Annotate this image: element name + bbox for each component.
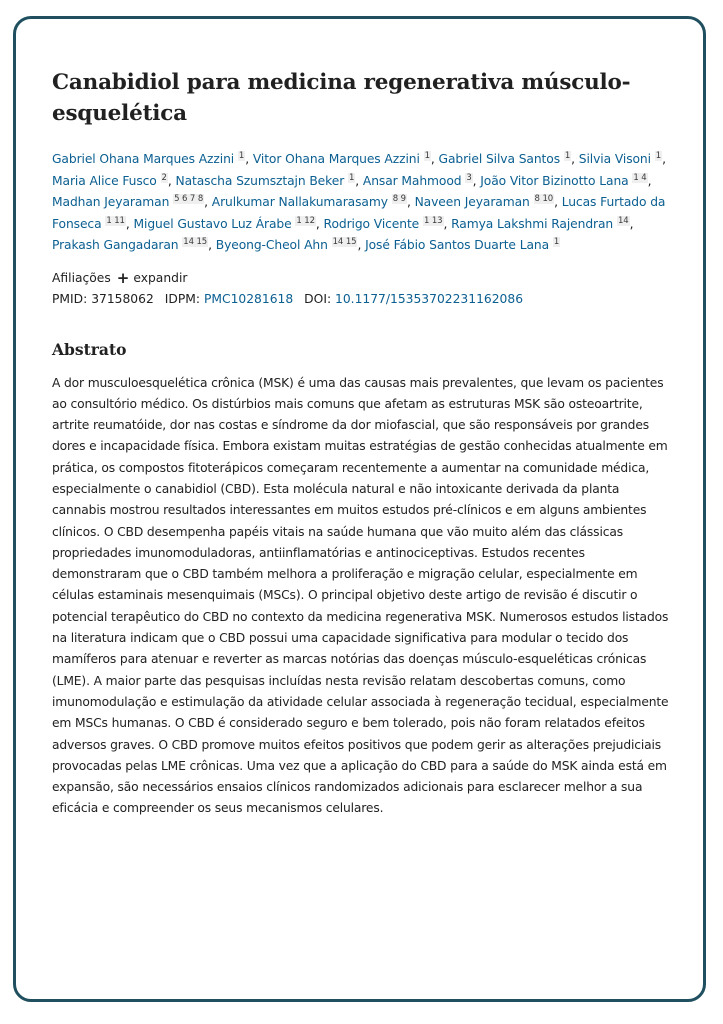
abstract-text: A dor musculoesquelética crônica (MSK) é uma das causas mais prevalentes, que levam os pacientes ao consultório médico. Os distúrbios mais comuns que afetam as estruturas MSK são osteoartrite, artrite reumatóide, dor nas costas e síndrome da dor miofascial, que são responsáveis por grandes dores e incapacidade física. Embora existam muitas estratégias de gestão conhecidas atualmente em prática, os compostos fitoterápicos começaram recentemente a aumentar na comunidade médica, especialmente o canabidiol (CBD). Esta molécula natural e não intoxicante derivada da planta cannabis mostrou resultados interessantes em muitos estudos pré-clínicos e em alguns ambientes clínicos. O CBD desempenha papéis vitais na saúde humana que vão muito além das clássicas propriedades imunomoduladoras, antiinflamatórias e antinociceptivas. Estudos recentes demonstraram que o CBD também melhora a proliferação e migração celular, especialmente em células estaminais mesenquimais (MSCs). O principal objetivo deste artigo de revisão é discutir o potencial terapêutico do CBD no contexto da medicina regenerativa MSK. Numerosos estudos listados na literatura indicam que o CBD possui uma capacidade significativa para modular o tecido dos mamíferos para atenuar e reverter as marcas notórias das doenças músculo-esqueléticas crónicas (LME). A maior parte das pesquisas incluídas nesta revisão relatam descobertas comuns, como imunomodulação e estimulação da atividade celular associada à regeneração tecidual, especialmente em MSCs humanas. O CBD é considerado seguro e bem tolerado, pois não foram relatados efeitos adversos graves. O CBD promove muitos efeitos positivos que podem gerir as alterações prejudiciais provocadas pelas LME crônicas. Uma vez que a aplicação do CBD para a saúde do MSK ainda está em expansão, são necessários ensaios clínicos randomizados adicionais para esclarecer melhor a sua eficácia e compreender os seus mecanismos celulares. [52, 375, 669, 816]
author-link[interactable]: Arulkumar Nallakumarasamy [211, 195, 388, 209]
article-content [52, 67, 672, 820]
affiliation-ref[interactable]: 1 [238, 151, 245, 161]
expand-label: expandir [133, 271, 188, 285]
affiliation-ref[interactable]: 1 [424, 151, 430, 161]
author-link[interactable]: Lucas Furtado da Fonseca [52, 195, 666, 231]
affiliation-ref[interactable]: 1 13 [423, 215, 443, 226]
idpm-label: IDPM: [164, 291, 201, 306]
author-link[interactable]: José Fábio Santos Duarte Lana [365, 238, 550, 252]
identifiers-row [52, 292, 672, 306]
article-title: Canabidiol para medicina regenerativa músculo-esquelética [52, 70, 631, 126]
author-link[interactable]: Rodrigo Vicente [323, 216, 420, 231]
article-card [13, 16, 706, 1002]
affiliation-ref[interactable]: 1 4 [633, 172, 647, 183]
affiliation-ref[interactable]: 2 [161, 172, 167, 183]
affiliation-ref[interactable]: 8 10 [534, 194, 554, 204]
affiliation-ref[interactable]: 14 [617, 215, 629, 226]
author-link[interactable]: Prakash Gangadaran [52, 238, 179, 252]
affiliation-ref[interactable]: 1 [553, 237, 560, 247]
idpm [165, 292, 293, 306]
pmid-value: 37158062 [91, 291, 154, 306]
affiliation-ref[interactable]: 14 15 [183, 237, 208, 247]
affiliation-ref[interactable]: 1 [564, 151, 571, 161]
author-list: Gabriel Ohana Marques Azzini $^1$, Vitor Ohana Marques Azzini $^1$, Gabriel Silva Santos $^1$, Silvia Visoni $^1$, Maria Alice Fusco $^2$, Natascha Szumsztajn Beker $^1$, Ansar Mahmood $^3$, João Vitor Bizinotto Lana $^{1 4}$, Madhan Jeyaraman $^{5 6 7 8}$, Arulkumar Nallakumarasamy $^{8 9}$, Naveen Jeyaraman $^{8 10}$, Lucas Furtado da Fonseca $^{1 11}$, Miguel Gustavo Luz Árabe $^{1 12}$, Rodrigo Vicente $^{1 13}$, Ramya Lakshmi Rajendran $^{14}$, Prakash Gangadaran $^{14 15}$, Byeong-Cheol Ahn $^{14 15}$, José Fábio Santos Duarte Lana $^1$ [52, 151, 666, 252]
affiliation-ref[interactable]: 1 12 [296, 215, 315, 226]
doi [304, 292, 523, 306]
plus-icon: + [116, 268, 130, 287]
affiliation-ref[interactable]: 5 6 7 8 [174, 194, 204, 204]
idpm-link[interactable]: PMC10281618 [203, 291, 294, 306]
author-link[interactable]: Ansar Mahmood [362, 173, 462, 188]
author-link[interactable]: Silvia Visoni [578, 152, 651, 166]
author-link[interactable]: Natascha Szumsztajn Beker [175, 173, 345, 188]
abstract-heading: Abstrato [52, 339, 127, 359]
author-link[interactable]: Vitor Ohana Marques Azzini [252, 152, 420, 166]
author-link[interactable]: Madhan Jeyaraman [52, 195, 170, 209]
doi-label: DOI: [304, 291, 332, 306]
affiliation-ref[interactable]: 8 9 [392, 194, 406, 204]
affiliation-ref[interactable]: 1 [655, 151, 662, 161]
author-link[interactable]: Naveen Jeyaraman [414, 195, 530, 209]
author-link[interactable]: João Vitor Bizinotto Lana [480, 173, 629, 188]
author-link[interactable]: Ramya Lakshmi Rajendran [451, 216, 614, 231]
pmid-label: PMID: [52, 291, 88, 306]
affiliation-ref[interactable]: 14 15 [332, 237, 357, 247]
affiliation-ref[interactable]: 1 11 [106, 215, 125, 226]
doi-link[interactable]: 10.1177/15353702231162086 [335, 291, 524, 306]
author-link[interactable]: Gabriel Silva Santos [438, 152, 561, 166]
affiliation-ref[interactable]: 3 [466, 172, 472, 183]
expand-affiliations-button[interactable] [116, 268, 188, 287]
affiliations-row [52, 268, 672, 287]
affiliation-ref[interactable]: 1 [348, 172, 355, 183]
author-link[interactable]: Miguel Gustavo Luz Árabe [133, 216, 292, 231]
author-link[interactable]: Maria Alice Fusco [52, 173, 157, 188]
author-link[interactable]: Gabriel Ohana Marques Azzini [52, 152, 235, 166]
affiliations-label: Afiliações [52, 271, 111, 285]
pmid [52, 292, 154, 306]
author-link[interactable]: Byeong-Cheol Ahn [215, 238, 328, 252]
